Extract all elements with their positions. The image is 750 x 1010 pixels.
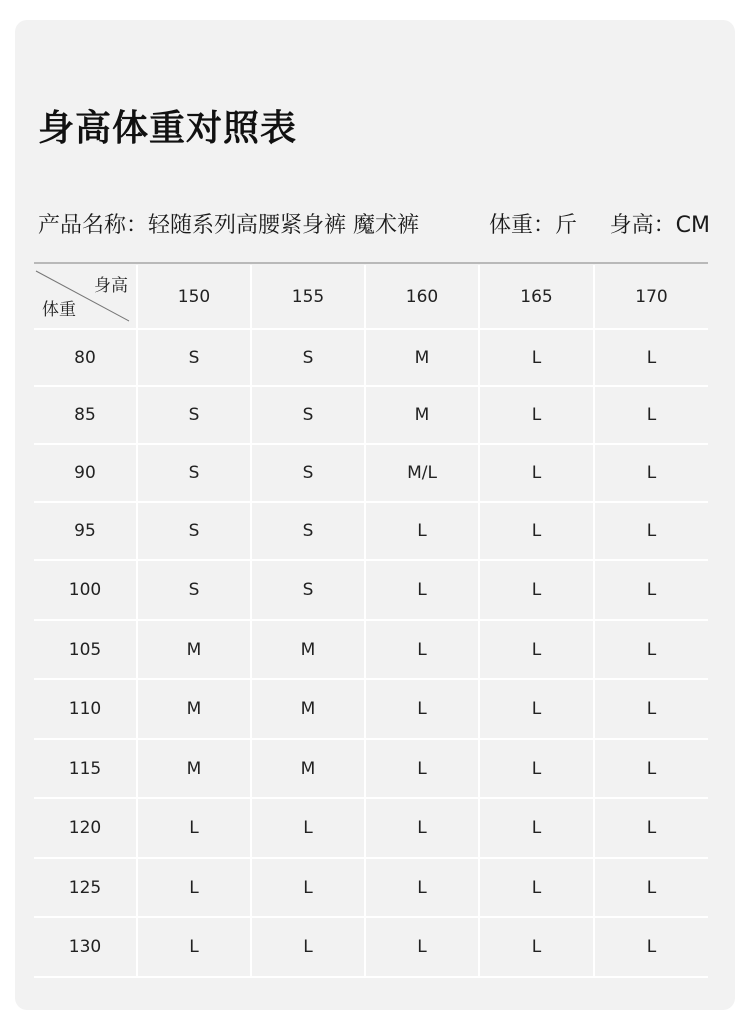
size-cell: L [594,798,708,858]
table-top-divider [34,262,708,264]
size-cell: L [479,329,594,386]
size-cell: S [251,329,365,386]
size-cell: M [137,620,251,679]
header-row [34,265,708,329]
height-header: 165 [479,265,594,329]
size-cell: L [479,444,594,502]
weight-cell: 125 [34,858,137,917]
size-cell: S [251,560,365,620]
size-cell: S [251,502,365,560]
table-row [34,620,708,679]
size-cell: M [137,739,251,798]
weight-cell: 120 [34,798,137,858]
size-cell: L [365,620,479,679]
size-cell: L [365,798,479,858]
size-cell: L [594,679,708,739]
size-cell: L [479,620,594,679]
weight-cell: 100 [34,560,137,620]
weight-cell: 95 [34,502,137,560]
size-cell: L [479,560,594,620]
height-header: 170 [594,265,708,329]
height-header: 155 [251,265,365,329]
table-row [34,917,708,977]
size-cell: L [594,858,708,917]
size-cell: M [251,620,365,679]
table-row [34,739,708,798]
size-cell: S [251,386,365,444]
size-cell: L [251,798,365,858]
height-header: 160 [365,265,479,329]
table-row [34,560,708,620]
weight-cell: 115 [34,739,137,798]
corner-cell [34,265,137,329]
size-cell: L [479,739,594,798]
size-cell: L [479,917,594,977]
size-cell: L [365,858,479,917]
table-row [34,679,708,739]
table-row [34,502,708,560]
size-cell: M [251,739,365,798]
weight-cell: 90 [34,444,137,502]
size-cell: M/L [365,444,479,502]
size-cell: M [365,386,479,444]
size-cell: M [137,679,251,739]
size-cell: L [594,917,708,977]
size-cell: L [251,917,365,977]
weight-cell: 80 [34,329,137,386]
weight-cell: 130 [34,917,137,977]
size-cell: L [594,502,708,560]
weight-cell: 85 [34,386,137,444]
product-name: 产品名称：轻随系列高腰紧身裤 魔术裤 [38,213,419,238]
size-cell: L [479,386,594,444]
product-info-row [38,208,710,242]
size-table [34,265,708,978]
size-cell: L [365,560,479,620]
size-cell: L [365,502,479,560]
table-row [34,329,708,386]
size-cell: S [137,386,251,444]
size-cell: L [479,858,594,917]
table-row [34,858,708,917]
size-cell: L [365,917,479,977]
size-cell: L [594,386,708,444]
size-cell: L [137,858,251,917]
size-cell: L [251,858,365,917]
size-cell: S [137,444,251,502]
size-cell: L [594,444,708,502]
size-cell: L [365,739,479,798]
table-row [34,386,708,444]
height-header: 150 [137,265,251,329]
size-cell: L [594,620,708,679]
size-cell: L [479,679,594,739]
size-cell: S [251,444,365,502]
page-title: 身高体重对照表 [38,108,298,149]
size-cell: L [137,917,251,977]
size-cell: M [251,679,365,739]
size-cell: L [479,502,594,560]
size-cell: S [137,502,251,560]
weight-unit-label: 体重：斤 [489,213,578,238]
weight-cell: 105 [34,620,137,679]
table-row [34,444,708,502]
size-cell: S [137,560,251,620]
size-cell: L [594,739,708,798]
corner-weight-label: 体重 [42,300,76,320]
table-row [34,798,708,858]
weight-cell: 110 [34,679,137,739]
size-cell: S [137,329,251,386]
size-cell: L [479,798,594,858]
corner-height-label: 身高 [94,276,128,296]
size-cell: L [137,798,251,858]
size-cell: L [594,329,708,386]
size-cell: L [594,560,708,620]
height-unit-label: 身高：CM [609,213,710,238]
size-cell: M [365,329,479,386]
size-cell: L [365,679,479,739]
